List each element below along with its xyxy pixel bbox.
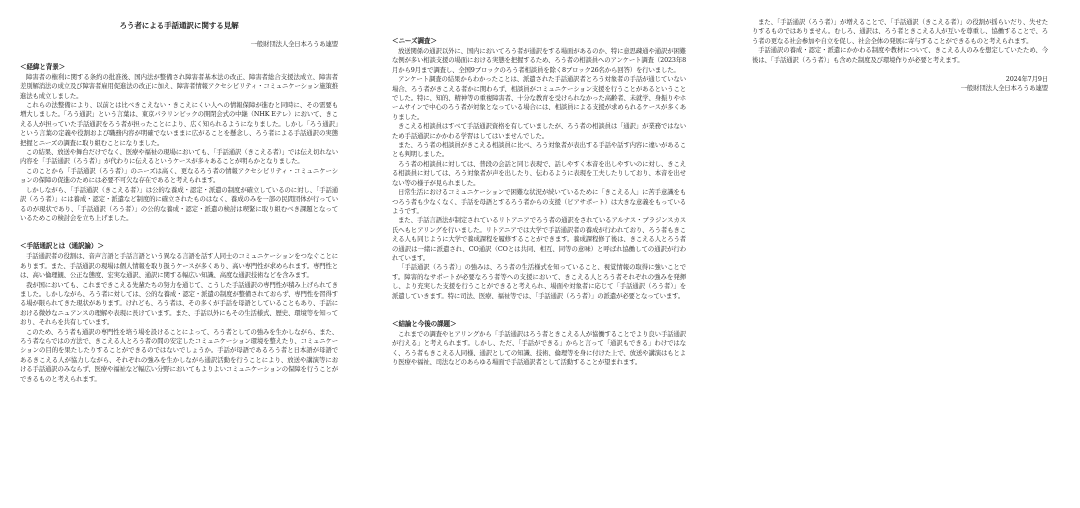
paragraph: これらの法整備により、以前とは比べきこえない・きこえにくい人への情報保障が進むと同時に、その需要も増大しました。「ろう通訳」という言葉は、東京パラリンピックの開閉会式の中継（NHK Eテレ）において、きこえる人が担っていた手話通訳をろう者が担ったことにより、広く知られるようになりました。しかし「ろう通訳」という言葉の定義や役割および職務内容が明確でないままに広がることを懸念し、ろう者による手話通訳の実態把握とニーズの調査に取り組むことになりました。 xyxy=(20,101,338,147)
paragraph: 日常生活におけるコミュニケーションで困難な状況が続いているために「きこえる人」に苦手意識をもつろう者も少なくなく、手話を母語とするろう者からの支援（ピアサポート）は大きな意義をもっているようです。 xyxy=(392,188,686,215)
paragraph: これまでの調査やヒアリングから「手話通訳はろう者ときこえる人が協働することでより良い手話通訳が行える」と考えられます。しかし、ただ、「手話ができる」からと言って「通訳もできる」わけではなく、ろう者もきこえる人同様、通訳としての知識、技術、倫理等を身に付けた上で、放送や講演はもとより医療や福祉、司法などのあらゆる場面で手話通訳者として活動することが望まれます。 xyxy=(392,329,686,367)
paragraph: 障害者の権利に関する条約の批准後、国内法が整備され障害者基本法の改正、障害者総合支援法成立、障害者差別解消法の成立及び障害者雇用促進法の改正に加え、障害者情報アクセシビリティ・コミュニケーション施策推進法も成立しました。 xyxy=(20,72,338,100)
paragraph: 手話通訳者の役割は、音声言語と手話言語という異なる言語を話す人同士のコミュニケーションをつなぐことにあります。また、手話通訳の現場は個人情報を取り扱うケースが多くあり、高い専門性が求められます。専門性とは、高い倫理観、公正な態度、宏実な通訳、通訳に関する幅広い知識、高度な通訳技術などを含みます。 xyxy=(20,252,338,280)
paragraph: 「手話通訳（ろう者）」の強みは、ろう者の生活様式を知っていること、視覚情報の取得に強いことです。障害的なサポートが必要なろう者等への支援において、きこえる人とろう者それぞれの強みを発揮し、より充実した支援を行うことができると考えられ、場面や対象者に応じて「手話通訳（ろう者）」を派遣していきます。特に司法、医療、福祉等では、「手話通訳（ろう者）」の派遣が必要となっています。 xyxy=(392,263,686,300)
paragraph: この結果、放送や舞台だけでなく、医療や福祉の現場においても、「手話通訳（きこえる者）」では伝え切れない内容を「手話通訳（ろう者）」が代わりに伝えるというケースが多々あることが明らかとなりました。 xyxy=(20,148,338,166)
paragraph: きこえる相談員はすべて手話通訳資格を有していましたが、ろう者の相談員は「通訳」が業務ではないため手話通訳にかかわる学習はしてはいませんでした。 xyxy=(392,122,686,140)
paragraph: また、ろう者の相談員がきこえる相談員に比べ、ろう対象者が表出する手話や話す内容に違いがあることも判明しました。 xyxy=(392,141,686,159)
paragraph: アンケート調査の結果からわかったことは、派遣された手話通訳者とろう対象者の手話が通じていない場合、ろう者がきこえる者かに関わらず、相談員がコミュニケーション支援を行うことがあるということでした。特に、知的、精神等の重複障害者、十分な教育を受けられなかった高齢者、未就学、身振りやホームサインで中心のろう者が対象となっている場合には、相談員による支援が求められるケースが多くありました。 xyxy=(392,75,686,121)
section-spacer xyxy=(392,18,686,30)
section-heading-needs-survey: ＜ニーズ調査＞ xyxy=(392,37,437,45)
column-1 xyxy=(20,18,338,384)
column-2 xyxy=(392,18,686,368)
paragraph: また、「手話通訳（ろう者）」が増えることで、「手話通訳（きこえる者）」の役割が揺らいだり、失せたりするものではありません。むしろ、通訳は、ろう者ときこえる人が互いを尊重し、協働することで、ろう者の更なる社会参加や自立を促し、社会全体の発展に寄与することができるものと考えられます。 xyxy=(752,18,1048,45)
paragraph: 我が国においても、これまできこえる先輩たちの努力を通じて、こうした手話通訳の専門性が積み上げられてきました。しかしながら、ろう者に対しては、公的な養成・認定・派遣の制度が整備されておらず、専門性を習得する場が限られてきた現状があります。けれども、ろう者は、その多くが手話を母語としていることもあり、手話における微妙なニュアンスの理解や表現に長けています。また、手話以外にもその生活様式、歴史、環境等を知っており、それらを共有しています。 xyxy=(20,280,338,327)
paragraph: 放送関係の通訳以外に、国内においてろう者が通訳をする場面があるのか、特に意思疎通や通訳が困難な例が多い相談支援の場面における実態を把握するため、ろう者の相談員へのアンケート調査（2023年8月から9月まで調査し、全国9ブロックのろう者相談員を除く8ブロック26名から回答）を行いました。 xyxy=(392,47,686,74)
paragraph: しかしながら、「手話通訳（きこえる者）」は公的な養成・認定・派遣の制度が確立しているのに対し、「手話通訳（ろう者）」には養成・認定・派遣など制度的に確立されたものはなく、養成のみを一部の民間団体が行っているのが現状であり、「手話通訳（ろう者）」の公的な養成・認定・派遣の検討は喫緊に取り組むべき課題となっているためこの検討会を立ち上げました。 xyxy=(20,185,338,222)
section-heading-background: ＜経緯と背景＞ xyxy=(20,62,66,71)
section-heading-conclusion: ＜結論と今後の課題＞ xyxy=(392,319,457,328)
paragraph: また、手話言語法が制定されているリトアニアでろう者の通訳をされているアルナス・ブラジンスカス氏へもヒアリングを行いました。リトアニアでは大学で手話通訳者の養成が行われており、ろう者もきこえる人も同じように大学で養成課程を履修することができます。養成課程修了後は、きこえる人とろう者の通訳は一緒に派遣され、CO通訳（COとは共同、相互、同等の意味）と呼ばれ協働しての通訳が行われています。 xyxy=(392,216,686,262)
paragraph: このため、ろう者も通訳の専門性を培う場を設けることによって、ろう者としての強みを生かしながら、また、ろう者ならではの方法で、きこえる人とろう者の間の安定したコミュニケーション環境を整えたり、コミュニケーションの目的を果たしたりすることができるのではないでしょうか。手話が母語であるろう者と日本語が母語であるきこえる人が協力しながら、それぞれの強みを生かしながら通訳活動を行うことにより、放送や講演等における手話通訳のみならず、医療や福祉など幅広い分野においてもよりよいコミュニケーションの保障を行うことができるものと考えられます。 xyxy=(20,327,338,383)
paragraph: ろう者の相談員に対しては、普段の会話と同じ表現で、話しやすく本音を出しやすいのに対し、きこえる相談員に対しては、ろう対象者が声を出したり、伝わるように表現を工夫したりしており、本音を出せない等の様子が見られました。 xyxy=(392,159,686,187)
section-heading-interpreting: ＜手話通訳とは（通訳論）＞ xyxy=(20,242,104,251)
section-spacer xyxy=(392,301,686,313)
document-signature: 一般財団法人全日本ろうあ連盟 xyxy=(960,84,1048,93)
document-author: 一般財団法人全日本ろうあ連盟 xyxy=(250,40,338,49)
document-title: ろう者による手話通訳に関する見解 xyxy=(119,21,239,30)
document-date: 2024年7月9日 xyxy=(1005,75,1048,84)
section-spacer xyxy=(20,223,338,235)
paragraph: 手話通訳の養成・認定・派遣にかかわる制度や教材について、きこえる人のみを想定していたため、今後は、「手話通訳（ろう者）」も含めた制度及び環境作りが必要と考えます。 xyxy=(752,46,1048,64)
column-3 xyxy=(752,18,1048,94)
paragraph: このことから「手話通訳（ろう者）」のニーズは高く、更なるろう者の情報アクセシビリティ・コミュニケーションの保障の促進のためには必要不可欠な存在であると考えられます。 xyxy=(20,166,338,185)
